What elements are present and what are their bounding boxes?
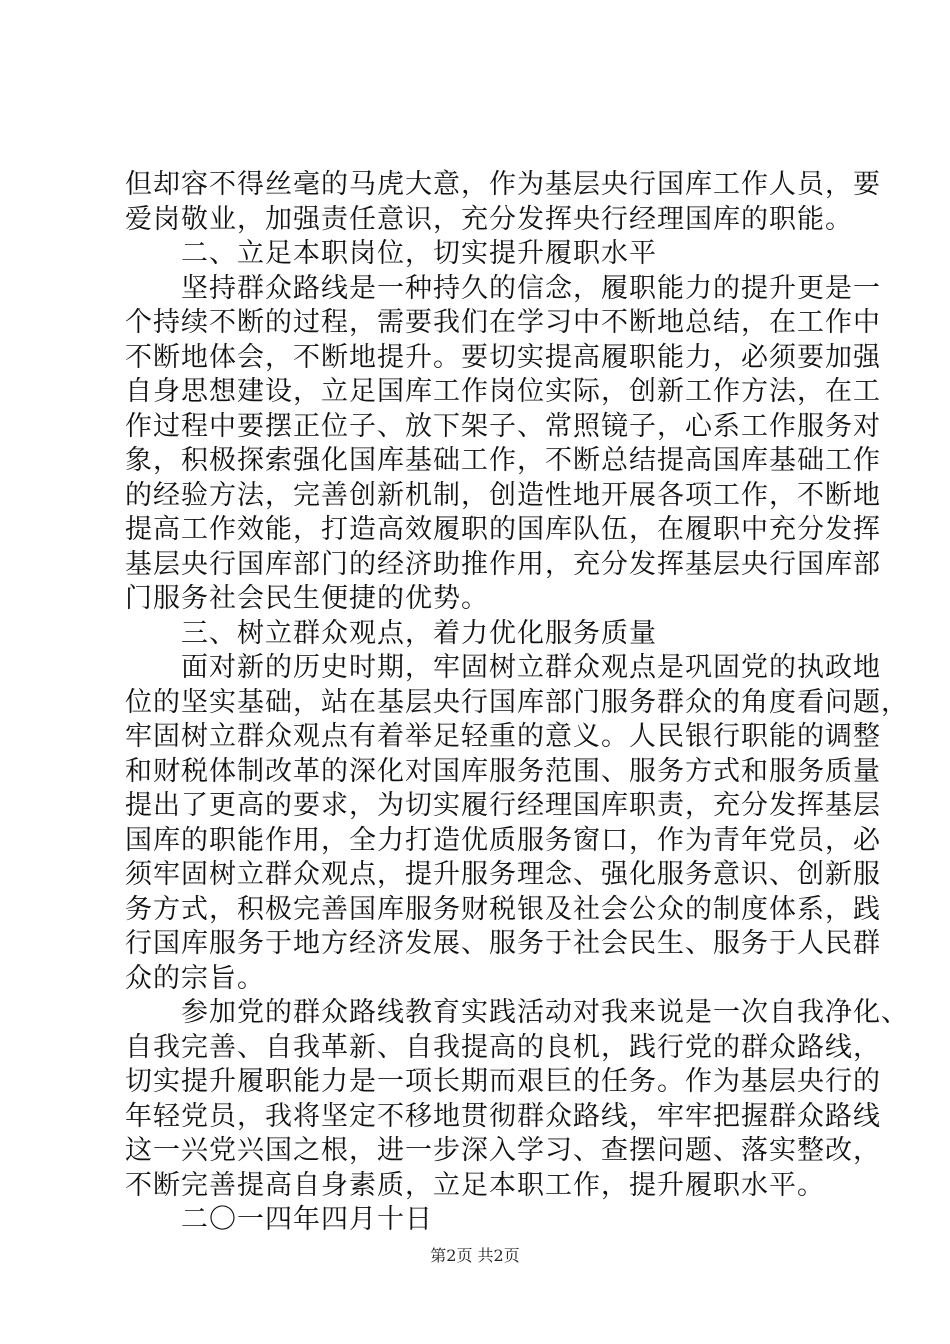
text-line: 切实提升履职能力是一项长期而艰巨的任务。作为基层央行的 — [125, 1066, 881, 1097]
text-line: 自我完善、自我革新、自我提高的良机，践行党的群众路线， — [125, 1031, 881, 1063]
text-line: 牢固树立群众观点有着举足轻重的意义。人民银行职能的调整 — [125, 721, 881, 752]
text-line: 的经验方法，完善创新机制，创造性地开展各项工作，不断地 — [125, 479, 881, 511]
section-heading: 二、立足本职岗位，切实提升履职水平 — [181, 238, 657, 269]
text-line: 不断完善提高自身素质，立足本职工作，提升履职水平。 — [125, 1169, 825, 1201]
text-line: 这一兴党兴国之根，进一步深入学习、查摆问题、落实整改， — [125, 1135, 881, 1166]
text-line: 须牢固树立群众观点，提升服务理念、强化服务意识、创新服 — [125, 859, 881, 890]
text-line: 提高工作效能，打造高效履职的国库队伍，在履职中充分发挥 — [125, 514, 881, 545]
page-number-footer: 第2页 共2页 — [430, 1246, 520, 1265]
text-line: 爱岗敬业，加强责任意识，充分发挥央行经理国库的职能。 — [125, 203, 853, 235]
section-heading: 三、树立群众观点，着力优化服务质量 — [181, 617, 657, 649]
text-line: 位的坚实基础，站在基层央行国库部门服务群众的角度看问题， — [125, 686, 909, 718]
text-line: 坚持群众路线是一种持久的信念，履职能力的提升更是一 — [181, 272, 881, 304]
text-line: 自身思想建设，立足国库工作岗位实际，创新工作方法，在工 — [125, 376, 881, 407]
text-line: 众的宗旨。 — [125, 962, 265, 994]
text-line: 年轻党员，我将坚定不移地贯彻群众路线，牢牢把握群众路线 — [125, 1100, 881, 1132]
text-line: 门服务社会民生便捷的优势。 — [125, 583, 489, 614]
text-line: 作过程中要摆正位子、放下架子、常照镜子，心系工作服务对 — [125, 410, 881, 442]
text-line: 不断地体会，不断地提升。要切实提高履职能力，必须要加强 — [125, 341, 881, 373]
text-line: 务方式，积极完善国库服务财税银及社会公众的制度体系，践 — [125, 893, 881, 925]
text-line: 但却容不得丝毫的马虎大意，作为基层央行国库工作人员，要 — [125, 169, 881, 200]
text-line: 国库的职能作用，全力打造优质服务窗口，作为青年党员，必 — [125, 824, 881, 856]
text-line: 象，积极探索强化国库基础工作，不断总结提高国库基础工作 — [125, 445, 881, 476]
text-line: 提出了更高的要求，为切实履行经理国库职责，充分发挥基层 — [125, 790, 881, 821]
text-line: 面对新的历史时期，牢固树立群众观点是巩固党的执政地 — [181, 652, 881, 683]
text-line: 个持续不断的过程，需要我们在学习中不断地总结，在工作中 — [125, 307, 881, 338]
text-line: 行国库服务于地方经济发展、服务于社会民生、服务于人民群 — [125, 928, 881, 959]
text-line: 参加党的群众路线教育实践活动对我来说是一次自我净化、 — [181, 997, 909, 1028]
document-date: 二〇一四年四月十日 — [181, 1204, 433, 1235]
text-line: 和财税体制改革的深化对国库服务范围、服务方式和服务质量 — [125, 755, 881, 787]
document-body — [125, 168, 909, 1238]
text-line: 基层央行国库部门的经济助推作用，充分发挥基层央行国库部 — [125, 548, 881, 580]
